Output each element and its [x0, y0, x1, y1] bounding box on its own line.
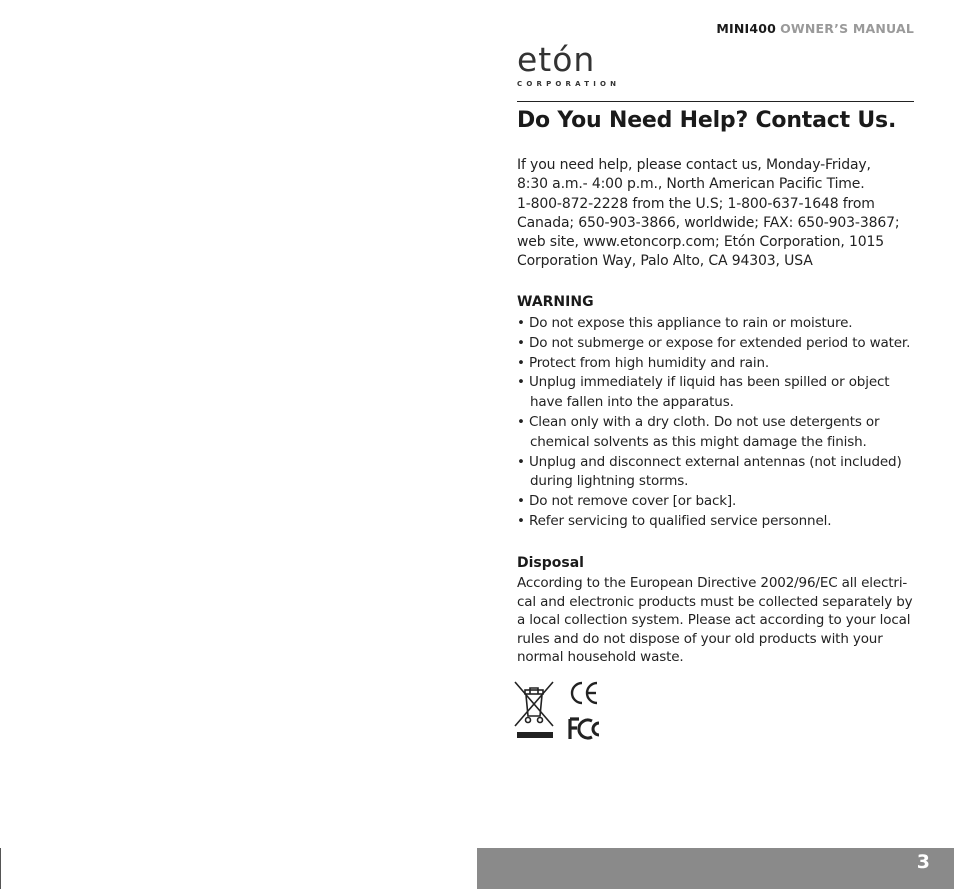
logo-subtitle: CORPORATION: [517, 80, 621, 88]
header-manual: OWNER’S MANUAL: [780, 21, 914, 36]
warning-item-continuation: have fallen into the apparatus.: [530, 394, 734, 411]
disposal-line: a local collection system. Please act according to your local: [517, 612, 911, 628]
disposal-heading: Disposal: [517, 555, 584, 571]
fcc-mark-icon: [568, 716, 602, 742]
disposal-line: cal and electronic products must be collected separately by: [517, 593, 913, 610]
eton-logo: [517, 40, 621, 92]
footer-bar: [477, 848, 954, 889]
disposal-line: According to the European Directive 2002/96/EC all electri-: [517, 575, 908, 591]
warning-item-continuation: chemical solvents as this might damage the finish.: [530, 433, 867, 450]
intro-line: web site, www.etoncorp.com; Etón Corporation, 1015: [517, 234, 885, 251]
contact-paragraph: [517, 156, 917, 272]
intro-line: Canada; 650-903-3866, worldwide; FAX: 650-903-3867;: [517, 214, 900, 231]
warning-heading: WARNING: [517, 294, 594, 310]
warning-item: • Do not remove cover [or back].: [517, 493, 737, 510]
running-header: [517, 21, 914, 36]
warning-item: • Refer servicing to qualified service personnel.: [517, 512, 832, 529]
intro-line: 1-800-872-2228 from the U.S; 1-800-637-1648 from: [517, 195, 875, 212]
header-rule: [517, 101, 914, 102]
page-title: Do You Need Help? Contact Us.: [517, 108, 897, 133]
warning-list: [517, 314, 917, 532]
warning-item: • Clean only with a dry cloth. Do not use detergents or: [517, 413, 880, 430]
warning-item: • Protect from high humidity and rain.: [517, 354, 770, 371]
warning-item: • Unplug and disconnect external antennas (not included): [517, 453, 902, 470]
warning-item: • Do not submerge or expose for extended period to water.: [517, 334, 911, 351]
page-number: 3: [916, 851, 930, 873]
warning-item: • Do not expose this appliance to rain or moisture.: [517, 315, 853, 331]
disposal-line: rules and do not dispose of your old products with your: [517, 630, 883, 647]
header-model: MINI400: [716, 21, 777, 36]
intro-line: 8:30 a.m.- 4:00 p.m., North American Pacific Time.: [517, 176, 865, 193]
disposal-paragraph: [517, 574, 917, 667]
logo-wordmark: etón: [517, 40, 596, 79]
ce-mark-icon: [568, 680, 600, 706]
crossed-out-wheelie-bin-icon: [513, 680, 555, 742]
intro-line: Corporation Way, Palo Alto, CA 94303, USA: [517, 253, 813, 270]
intro-line: If you need help, please contact us, Monday-Friday,: [517, 157, 871, 173]
left-page-edge: [0, 848, 1, 889]
warning-item-continuation: during lightning storms.: [530, 473, 689, 490]
warning-item: • Unplug immediately if liquid has been spilled or object: [517, 374, 890, 391]
disposal-line: normal household waste.: [517, 649, 684, 665]
